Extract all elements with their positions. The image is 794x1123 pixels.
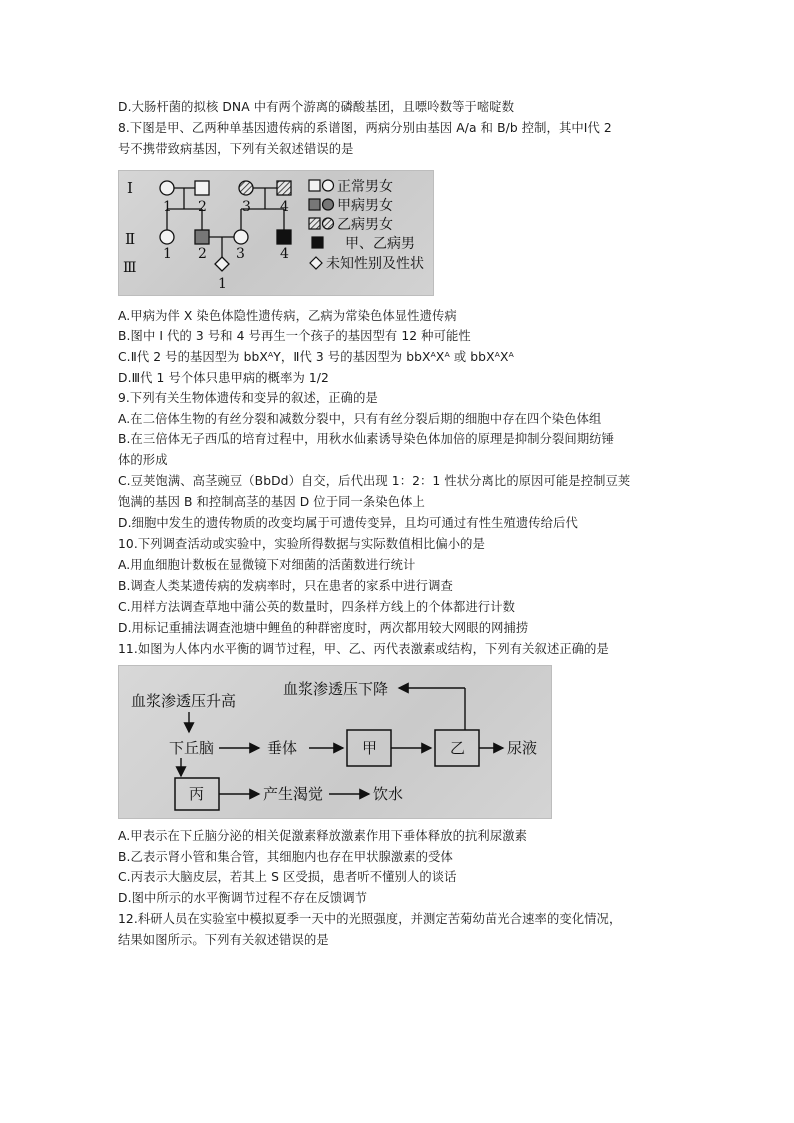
option-10b: B.调查人类某遗传病的发病率时，只在患者的家系中进行调查: [118, 579, 453, 593]
plasma-osmotic-drop: 血浆渗透压下降: [283, 680, 389, 698]
text-line: D.大肠杆菌的拟核 DNA 中有两个游离的磷酸基团，且嘌呤数等于嘧啶数: [118, 100, 515, 114]
hypothalamus: 下丘脑: [169, 739, 215, 757]
option-10c: C.用样方法调查草地中蒲公英的数量时，四条样方线上的个体都进行计数: [118, 600, 515, 614]
option-8d: D.Ⅲ代 1 号个体只患甲病的概率为 1/2: [118, 371, 329, 385]
option-8c: C.Ⅱ代 2 号的基因型为 bbXᴬY，Ⅱ代 3 号的基因型为 bbXᴬXᴬ 或 bbXᴬXᴬ: [118, 350, 514, 364]
box-bing: 丙: [189, 785, 205, 803]
question-11-stem: 11.如图为人体内水平衡的调节过程，甲、乙、丙代表激素或结构，下列有关叙述正确的是: [118, 642, 609, 656]
question-9-stem: 9.下列有关生物体遗传和变异的叙述，正确的是: [118, 391, 378, 405]
urine: 尿液: [507, 739, 538, 757]
option-11b: B.乙表示肾小管和集合管，其细胞内也存在甲状腺激素的受体: [118, 850, 453, 864]
box-yi: 乙: [450, 739, 466, 757]
option-9c: C.豆荚饱满、高茎豌豆（BbDd）自交，后代出现 1：2：1 性状分离比的原因可能是控制豆荚: [118, 474, 631, 488]
generation-label-3: Ⅲ: [123, 260, 137, 276]
question-12-stem-cont: 结果如图所示。下列有关叙述错误的是: [118, 933, 329, 947]
legend-disease-b: 乙病男女: [337, 217, 393, 233]
option-10a: A.用血细胞计数板在显微镜下对细菌的活菌数进行统计: [118, 558, 416, 572]
question-8-stem-cont: 号不携带致病基因，下列有关叙述错误的是: [118, 142, 354, 156]
plasma-osmotic-rise: 血浆渗透压升高: [131, 692, 237, 710]
option-9c-cont: 饱满的基因 B 和控制高茎的基因 D 位于同一条染色体上: [118, 495, 425, 509]
pituitary: 垂体: [267, 739, 298, 757]
gen2-number-2: 2: [198, 246, 207, 262]
option-9b: B.在三倍体无子西瓜的培育过程中，用秋水仙素诱导染色体加倍的原理是抑制分裂间期纺锤: [118, 432, 615, 446]
gen2-number-4: 4: [280, 246, 289, 262]
water-balance-diagram: [118, 665, 552, 819]
gen2-number-3: 3: [236, 246, 245, 262]
gen1-number-3: 3: [242, 199, 251, 215]
pedigree-figure: [118, 170, 434, 296]
thirst: 产生渴觉: [263, 785, 324, 803]
option-9a: A.在二倍体生物的有丝分裂和减数分裂中，只有有丝分裂后期的细胞中存在四个染色体组: [118, 412, 602, 426]
option-9b-cont: 体的形成: [118, 453, 168, 467]
option-8b: B.图中 I 代的 3 号和 4 号再生一个孩子的基因型有 12 种可能性: [118, 329, 471, 343]
drink-water: 饮水: [373, 785, 404, 803]
generation-label-2: Ⅱ: [125, 230, 136, 248]
question-10-stem: 10.下列调查活动或实验中，实验所得数据与实际数值相比偏小的是: [118, 537, 485, 551]
option-11d: D.图中所示的水平衡调节过程不存在反馈调节: [118, 891, 368, 905]
option-8a: A.甲病为伴 X 染色体隐性遗传病，乙病为常染色体显性遗传病: [118, 309, 457, 323]
question-12-stem: 12.科研人员在实验室中模拟夏季一天中的光照强度，并测定苦菊幼苗光合速率的变化情况，: [118, 912, 622, 926]
gen1-number-2: 2: [198, 199, 207, 215]
box-jia: 甲: [362, 739, 378, 757]
option-11c: C.丙表示大脑皮层，若其上 S 区受损，患者听不懂别人的谈话: [118, 870, 457, 884]
gen2-number-1: 1: [163, 246, 172, 262]
option-9d: D.细胞中发生的遗传物质的改变均属于可遗传变异，且均可通过有性生殖遗传给后代: [118, 516, 578, 530]
option-10d: D.用标记重捕法调查池塘中鲤鱼的种群密度时，两次都用较大网眼的网捕捞: [118, 621, 529, 635]
option-11a: A.甲表示在下丘脑分泌的相关促激素释放激素作用下垂体释放的抗利尿激素: [118, 829, 528, 843]
legend-normal: 正常男女: [337, 179, 393, 195]
gen3-number-1: 1: [218, 276, 227, 292]
legend-disease-a: 甲病男女: [337, 198, 393, 214]
legend-unknown: 未知性别及性状: [326, 256, 424, 272]
legend-both: 甲、乙病男: [345, 236, 415, 252]
gen1-number-1: 1: [163, 199, 172, 215]
generation-label-1: Ⅰ: [127, 179, 133, 197]
question-8-stem: 8.下图是甲、乙两种单基因遗传病的系谱图，两病分别由基因 A/a 和 B/b 控制，其中Ⅰ代 2: [118, 121, 612, 135]
gen1-number-4: 4: [280, 199, 289, 215]
